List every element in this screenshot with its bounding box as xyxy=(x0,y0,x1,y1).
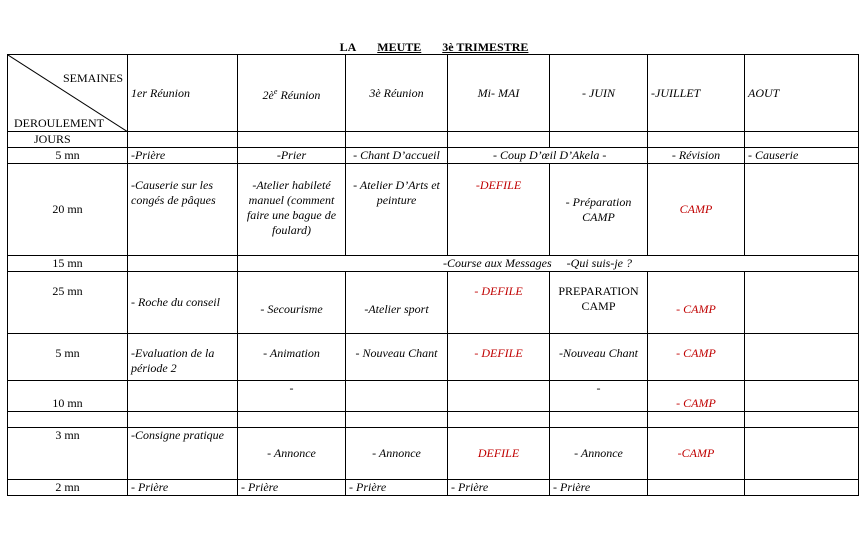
cell: - Roche du conseil xyxy=(128,272,238,334)
header-col2-main: 2è xyxy=(262,87,274,102)
table-row xyxy=(8,148,859,164)
cell: - Animation xyxy=(238,334,346,381)
table-row xyxy=(8,381,859,412)
cell: -DEFILE xyxy=(448,164,550,256)
cell: -Atelier sport xyxy=(346,272,448,334)
title-part-2: MEUTE xyxy=(377,40,422,54)
cell: - Prière xyxy=(238,480,346,496)
header-col2-sup: e xyxy=(273,86,278,96)
duration-cell: 15 mn xyxy=(8,256,128,272)
table-row xyxy=(8,164,859,256)
progress-label: DEROULEMENT xyxy=(14,116,104,130)
duration-cell: 2 mn xyxy=(8,480,128,496)
header-col1: 1er Réunion xyxy=(128,55,238,132)
cell: -Evaluation de la période 2 xyxy=(128,334,238,381)
duration-cell: 10 mn xyxy=(8,381,128,412)
header-col4: Mi- MAI xyxy=(448,55,550,132)
days-label: JOURS xyxy=(8,132,128,148)
cell: -Prière xyxy=(128,148,238,164)
cell: - Causerie xyxy=(745,148,859,164)
schedule-table xyxy=(7,54,859,496)
spacer-row xyxy=(8,412,859,428)
cell: -Course aux Messages -Qui suis-je ? xyxy=(238,256,859,272)
cell: - xyxy=(238,381,346,412)
duration-cell: 25 mn xyxy=(8,272,128,334)
cell: - CAMP xyxy=(648,381,745,412)
table-row xyxy=(8,334,859,381)
page-title xyxy=(0,40,868,55)
cell: - Prière xyxy=(448,480,550,496)
cell: -Atelier habileté manuel (comment faire une bague de foulard) xyxy=(238,164,346,256)
cell: DEFILE xyxy=(448,428,550,480)
title-part-1: LA xyxy=(339,40,357,54)
cell: - Prière xyxy=(550,480,648,496)
cell: - Prière xyxy=(346,480,448,496)
cell: -Consigne pratique xyxy=(128,428,238,480)
corner-header-cell xyxy=(8,55,128,132)
cell: -Causerie sur les congés de pâques xyxy=(128,164,238,256)
cell: - xyxy=(550,381,648,412)
cell: - DEFILE xyxy=(448,272,550,334)
header-col3: 3è Réunion xyxy=(346,55,448,132)
cell: - DEFILE xyxy=(448,334,550,381)
duration-cell: 3 mn xyxy=(8,428,128,480)
cell: - Atelier D’Arts et peinture xyxy=(346,164,448,256)
cell: - Révision xyxy=(648,148,745,164)
cell: -Prier xyxy=(238,148,346,164)
jours-row xyxy=(8,132,859,148)
cell: - Prière xyxy=(128,480,238,496)
header-row xyxy=(8,55,859,132)
header-col2-rest: Réunion xyxy=(277,87,321,102)
header-col6: -JUILLET xyxy=(648,55,745,132)
title-part-3: 3è TRIMESTRE xyxy=(442,40,529,54)
cell: -CAMP xyxy=(648,428,745,480)
table-row xyxy=(8,272,859,334)
header-col2 xyxy=(238,55,346,132)
header-col5: - JUIN xyxy=(550,55,648,132)
cell: - Annonce xyxy=(238,428,346,480)
cell: - Secourisme xyxy=(238,272,346,334)
cell: - CAMP xyxy=(648,272,745,334)
cell: CAMP xyxy=(648,164,745,256)
table-row xyxy=(8,480,859,496)
cell: - Coup D’œil D’Akela - xyxy=(448,148,648,164)
cell: - Annonce xyxy=(550,428,648,480)
duration-cell: 20 mn xyxy=(8,164,128,256)
duration-cell: 5 mn xyxy=(8,334,128,381)
table-row xyxy=(8,428,859,480)
cell: - CAMP xyxy=(648,334,745,381)
cell: - Nouveau Chant xyxy=(346,334,448,381)
cell: - Préparation CAMP xyxy=(550,164,648,256)
cell: PREPARATION CAMP xyxy=(550,272,648,334)
weeks-label: SEMAINES xyxy=(62,71,123,85)
duration-cell: 5 mn xyxy=(8,148,128,164)
cell: -Nouveau Chant xyxy=(550,334,648,381)
table-row xyxy=(8,256,859,272)
cell: - Chant D’accueil xyxy=(346,148,448,164)
header-col7: AOUT xyxy=(745,55,859,132)
cell: - Annonce xyxy=(346,428,448,480)
